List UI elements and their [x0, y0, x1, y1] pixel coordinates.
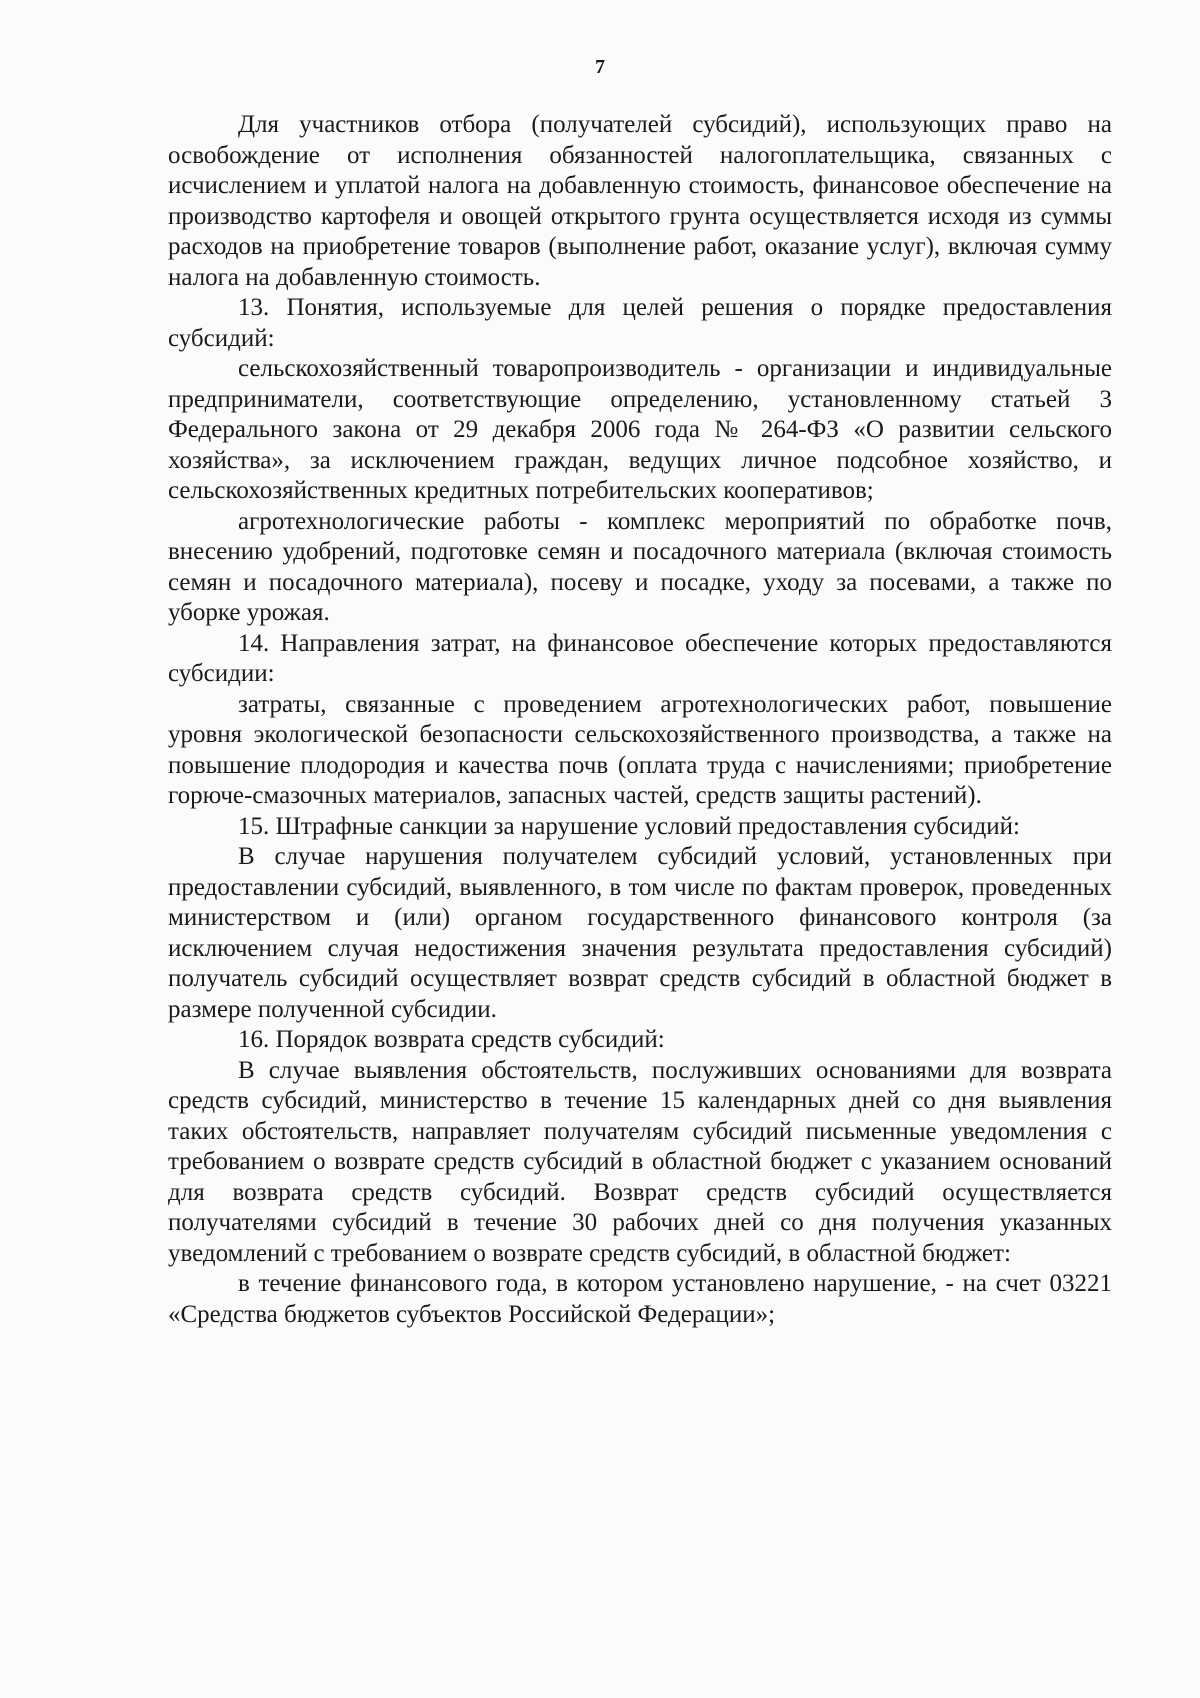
- paragraph-13-heading: 13. Понятия, используемые для целей решения о порядке предоставления субсидий:: [168, 294, 1112, 352]
- paragraph-16-heading: 16. Порядок возврата средств субсидий:: [238, 1026, 665, 1053]
- paragraph-account: в течение финансового года, в котором установлено нарушение, - на счет 03221 «Средства бюджетов субъектов Российской Федерации»;: [168, 1270, 1112, 1328]
- paragraph-definition-agrotech: агротехнологические работы - комплекс мероприятий по обработке почв, внесению удобрений, подготовке семян и посадочного материала (включая стоимость семян и посадочного материала), посеву и посадке, уходу за посевами, а также по уборке урожая.: [168, 507, 1112, 626]
- paragraph-15-heading: 15. Штрафные санкции за нарушение условий предоставления субсидий:: [238, 812, 1020, 840]
- paragraph-definition-producer: сельскохозяйственный товаропроизводитель - организации и индивидуальные предприниматели, соответствующие определению, установленному статьей 3 Федерального закона от 29 декабря 2006 года № 264-ФЗ «О развитии сельского хозяйства», за исключением граждан, ведущих личное подсобное хозяйство, и сельскохозяйственных кредитных потребительских кооперативов;: [168, 355, 1112, 504]
- paragraph-14-heading: 14. Направления затрат, на финансовое обеспечение которых предоставляются субсидии:: [168, 629, 1112, 687]
- paragraph-penalty: В случае нарушения получателем субсидий условий, установленных при предоставлении субсидий, выявленного, в том числе по фактам проверок, проведенных министерством и (или) органом государственного финансового контроля (за исключением случая недостижения значения результата предоставления субсидий) получатель субсидий осуществляет возврат средств субсидий в областной бюджет в размере полученной субсидии.: [168, 843, 1112, 1023]
- paragraph-vat-exemption: Для участников отбора (получателей субсидий), использующих право на освобождение от исполнения обязанностей налогоплательщика, связанных с исчислением и уплатой налога на добавленную стоимость, финансовое обеспечение на производство картофеля и овощей открытого грунта осуществляется исходя из суммы расходов на приобретение товаров (выполнение работ, оказание услуг), включая сумму налога на добавленную стоимость.: [168, 111, 1112, 291]
- page-number: 7: [595, 56, 605, 78]
- paragraph-costs: затраты, связанные с проведением агротехнологических работ, повышение уровня экологической безопасности сельскохозяйственного производства, а также на повышение плодородия и качества почв (оплата труда с начислениями; приобретение горюче-смазочных материалов, запасных частей, средств защиты растений).: [168, 690, 1112, 809]
- paragraph-return-procedure: В случае выявления обстоятельств, послуживших основаниями для возврата средств субсидий, министерство в течение 15 календарных дней со дня выявления таких обстоятельств, направляет получателям субсидий письменные уведомления с требованием о возврате средств субсидий в областной бюджет с указанием оснований для возврата средств субсидий. Возврат средств субсидий осуществляется получателями субсидий в течение 30 рабочих дней со дня получения указанных уведомлений с требованием о возврате средств субсидий, в областной бюджет:: [168, 1056, 1112, 1267]
- document-body: [168, 110, 1112, 1330]
